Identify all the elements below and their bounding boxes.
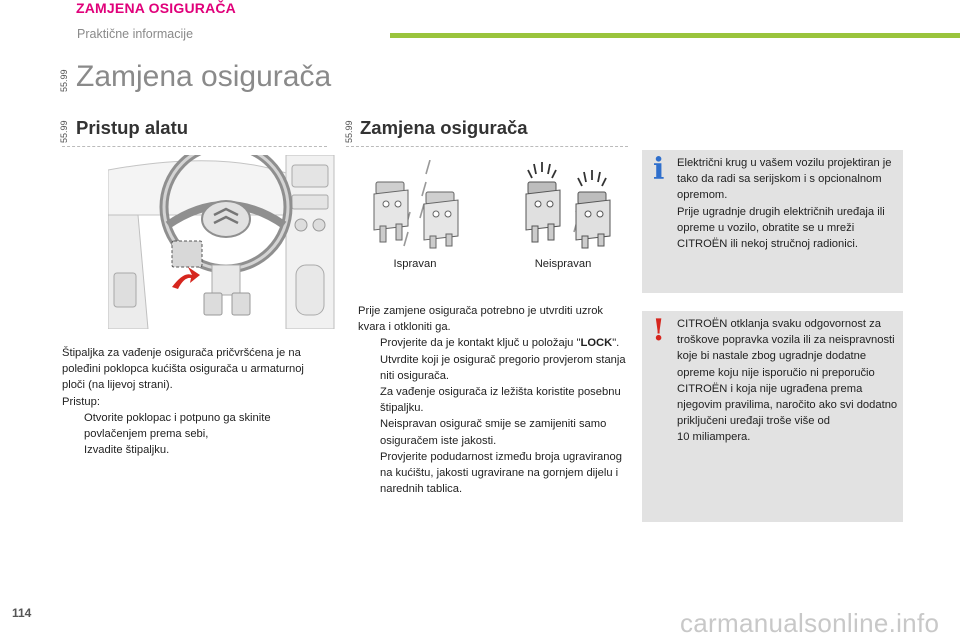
warning-icon: ! [652,313,666,348]
page-number: 114 [12,606,32,620]
section-title-fuse-replacement: Zamjena osigurača [360,117,528,138]
fuse-replacement-text [358,303,630,497]
fuse-blown-caption: Neispravan [534,258,592,270]
warning-text: CITROËN otklanja svaku odgovornost za troškove popravka vozila ili za neispravnosti koje bi nastale zbog ugradnje dodatne opreme koju nije isporučio ni preporučio CITROËN i koja nije ugrađena prema njegovim pravilima, naročito ako svi dodatno priključeni uređaji troše više od 10 miliampera. [677,318,898,444]
list-item: Utvrdite koji je osigurač pregorio provjerom stanja niti osigurača. [380,353,626,382]
fuse-blown-illustration [520,160,630,250]
info-text: Električni krug u vašem vozilu projektiran je tako da radi sa serijskom i s opcionalnom opremom. Prije ugradnje drugih električnih uređaja ili opreme u vozilo, obratite se u mreži CITROËN ili nekoj stručnoj radionici. [677,157,892,251]
section-title-tool-access: Pristup alatu [76,117,189,138]
access-label: Pristup: [62,395,100,408]
info-icon: i [653,152,665,187]
chapter-title: ZAMJENA OSIGURAČA [76,0,236,16]
list-item: Provjerite da je kontakt ključ u položaju "LOCK". [380,337,620,350]
page-title: Zamjena osigurača [76,60,332,93]
fuse-intro-paragraph: Prije zamjene osigurača potrebno je utvrditi uzrok kvara i otkloniti ga. [358,305,604,334]
reference-code: 55.99 [59,120,69,143]
section-divider [346,146,628,147]
list-item: Otvorite poklopac i potpuno ga skinite povlačenjem prema sebi, [84,411,271,441]
fuse-good-illustration [368,160,478,250]
chapter-subtitle: Praktične informacije [77,27,194,41]
list-item: Neispravan osigurač smije se zamijeniti samo osiguračem iste jakosti. [380,418,607,447]
list-item: Provjerite podudarnost između broja ugraviranog na kućištu, jakosti ugravirane na gornjem dijelu i narednih tablica. [380,450,622,496]
lock-position-label: LOCK [580,337,613,350]
fuse-good-caption: Ispravan [393,258,437,270]
warning-panel [642,311,903,522]
tool-access-text [62,345,330,458]
reference-code: 55.99 [59,69,69,92]
list-item: Izvadite štipaljku. [84,444,170,457]
section-divider [62,146,327,147]
header-accent-bar [390,33,960,38]
watermark: carmanualsonline.info [680,608,940,638]
dashboard-illustration [108,155,336,329]
tool-location-paragraph: Štipaljka za vađenje osigurača pričvršćena je na poleđini poklopca kućišta osigurača u armaturnoj ploči (na lijevoj strani). [62,347,304,392]
list-item: Za vađenje osigurača iz ležišta koristite posebnu štipaljku. [380,386,621,415]
reference-code: 55.99 [344,120,354,143]
info-panel [642,150,903,293]
